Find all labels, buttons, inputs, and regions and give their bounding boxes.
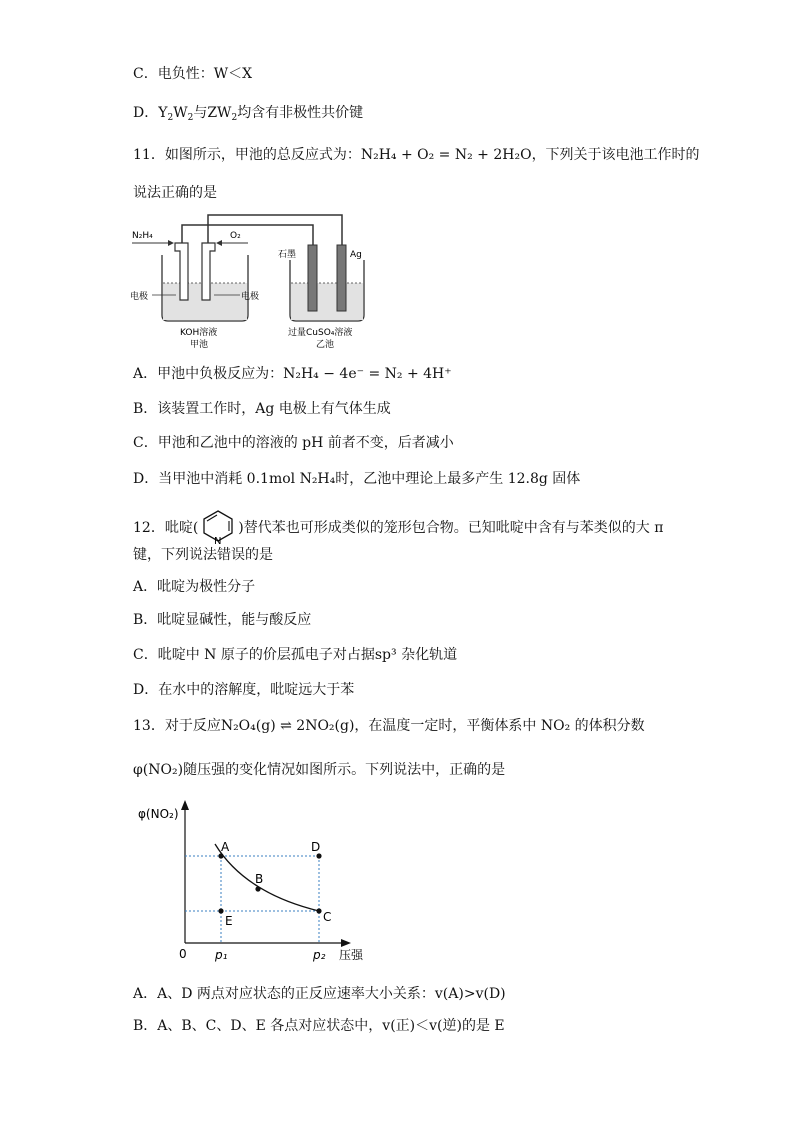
- point-d-label: D: [311, 840, 321, 854]
- option-d-q11: D．当甲池中消耗 0.1mol N₂H₄时，乙池中理论上最多产生 12.8g 固体: [133, 471, 581, 487]
- x-tick-p1: p₁: [215, 948, 228, 962]
- koh-label: KOH溶液: [180, 328, 218, 338]
- question-11-stem: 11．如图所示，甲池的总反应式为：N₂H₄ + O₂ = N₂ + 2H₂O，下列关于该电池工作时的: [133, 147, 700, 163]
- origin-label: 0: [179, 947, 187, 961]
- cuso4-label: 过量CuSO₄溶液: [288, 328, 353, 338]
- point-c-label: C: [323, 910, 332, 924]
- question-12-stem: 12．吡啶( N )替代苯也可形成类似的笼形包合物。已知吡啶中含有与苯类似的大 π: [133, 508, 663, 544]
- n2h4-label: N₂H₄: [132, 231, 153, 241]
- jia-label: 甲池: [190, 340, 209, 350]
- point-a: [218, 853, 223, 858]
- point-c: [316, 908, 321, 913]
- x-axis-label: 压强: [339, 948, 364, 962]
- point-b: [255, 886, 260, 891]
- pressure-chart: [135, 798, 375, 968]
- option-c-q10: C．电负性：W＜X: [133, 66, 253, 82]
- svg-text:N: N: [214, 536, 222, 544]
- question-13-stem: 13．对于反应N₂O₄(g) ⇌ 2NO₂(g)，在温度一定时，平衡体系中 NO₂ 的体积分数: [133, 718, 645, 734]
- y-axis-label: φ(NO₂): [138, 807, 179, 821]
- point-d: [316, 853, 321, 858]
- graphite-label: 石墨: [278, 250, 297, 260]
- point-b-label: B: [255, 872, 264, 886]
- option-b-q12: B．吡啶显碱性，能与酸反应: [133, 612, 312, 628]
- electrode-right-label: 电极: [241, 292, 260, 302]
- option-a-q12: A．吡啶为极性分子: [133, 579, 256, 595]
- question-12-stem-line2: 键，下列说法错误的是: [133, 547, 273, 563]
- option-b-q11: B．该装置工作时，Ag 电极上有气体生成: [133, 401, 391, 417]
- question-11-stem-line2: 说法正确的是: [133, 185, 217, 201]
- option-d-q10: D．$Y_2W_2$与$ZW_2$均含有非极性共价键: [133, 105, 364, 123]
- option-c-q11: C．甲池和乙池中的溶液的 pH 前者不变，后者减小: [133, 435, 454, 451]
- electrode-left-label: 电极: [130, 292, 149, 302]
- option-b-q13: B．A、B、C、D、E 各点对应状态中，v(正)＜v(逆)的是 E: [133, 1018, 505, 1034]
- point-e: [218, 908, 223, 913]
- pyridine-structure-icon: [198, 508, 238, 544]
- yi-label: 乙池: [316, 340, 335, 350]
- x-tick-p2: p₂: [313, 948, 326, 962]
- point-a-label: A: [221, 840, 230, 854]
- option-d-q12: D．在水中的溶解度，吡啶远大于苯: [133, 682, 355, 698]
- question-13-stem-line2: φ(NO₂)随压强的变化情况如图所示。下列说法中，正确的是: [133, 762, 506, 778]
- battery-diagram: [130, 205, 380, 355]
- option-c-q12: C．吡啶中 N 原子的价层孤电子对占据sp³ 杂化轨道: [133, 647, 458, 663]
- option-a-q13: A．A、D 两点对应状态的正反应速率大小关系：v(A)>v(D): [133, 986, 506, 1002]
- option-a-q11: A．甲池中负极反应为：N₂H₄ − 4e⁻ = N₂ + 4H⁺: [133, 366, 452, 382]
- o2-label: O₂: [230, 231, 241, 241]
- ag-label: Ag: [350, 250, 362, 260]
- point-e-label: E: [225, 914, 233, 928]
- equilibrium-curve: [215, 844, 319, 911]
